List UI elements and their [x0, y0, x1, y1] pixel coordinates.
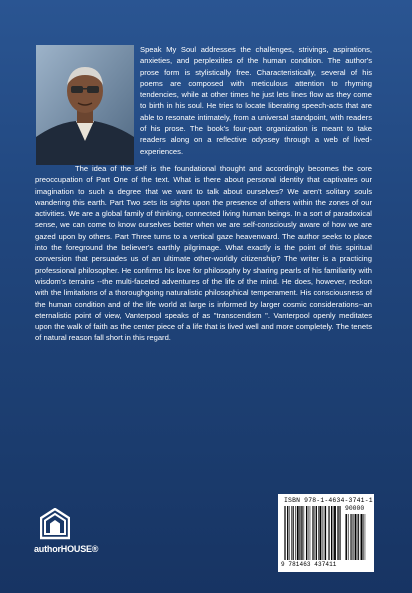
author-portrait-image [36, 45, 134, 165]
barcode-bar [353, 514, 354, 560]
intro-paragraph: Speak My Soul addresses the challenges, strivings, aspirations, anxieties, and perplexities of the human condition. The author's prose form is stylistically free. Characteristically, several of his poems are composed with meticulous attention to rhyming tendencies, while at other times he just lets lines flow as they come to birth in his soul. He tries to locate liberating speech-acts that are able to resonate intimately, from a universal standpoint, with readers of his prose. The book's four-part organization is meant to take readers along on a reflective odyssey through a web of lived-experiences. [140, 45, 372, 156]
authorhouse-logo-icon [40, 508, 70, 540]
barcode-bar [340, 506, 341, 560]
barcode-bar [306, 506, 307, 560]
description-paragraph: The idea of the self is the foundational thought and accordingly becomes the core preoccupation of Part One of the text. What is there about personal identity that captivates our imagination to such a degree that we want to talk about ourselves? We aren't solitary souls wandering this earth. Part Two sets its sights upon the presence of others within the zones of our activities. We are a global family of thinking, connected living human beings. In a sort of paradoxical sense, we can come to know ourselves better when we are self-consciously aware of how we are gazed upon by others. Part Three turns to a vertical gaze heavenward. The author seeks to place into the foreground the believer's earthly pilgrimage. What exactly is the point of this spiritual conversion that persuades us of an ultimate other-worldly citizenship? The writer is a practicing professional philosopher. He confirms his love for philosophy by sharing pearls of his familiarity with wisdom's terrains --the multi-faceted adventures of the life of the mind. He does, however, reckon with the limitations of a thoroughgoing naturalistic philosophical temperament. His consciousness of the human condition and of the life world at large is informed by larger cosmic considerations--an eternalistic point of view, Vanterpool speaks of as "transcendism ". Vanterpool openly meditates upon the walk of faith as the center piece of a life that is lived well and more completely. The tenets of natural reason fall short in this regard. [35, 164, 372, 343]
barcode-bar [299, 506, 300, 560]
publisher-logo [34, 508, 112, 556]
barcode-bar [284, 506, 285, 560]
barcode-bar [316, 506, 317, 560]
isbn-label: ISBN 978-1-4634-3741-1 [284, 497, 373, 504]
barcode-bar [308, 506, 309, 560]
barcode-bar [345, 514, 346, 560]
barcode-bar [312, 506, 313, 560]
barcode-bar [331, 506, 332, 560]
barcode-bar [329, 506, 330, 560]
barcode-bar [346, 514, 347, 560]
barcode-bar [325, 506, 326, 560]
barcode-bar [295, 506, 296, 560]
barcode-bar [302, 506, 303, 560]
barcode-addon-number: 90000 [345, 505, 365, 512]
author-photo [36, 45, 134, 165]
barcode-bar [318, 506, 319, 560]
barcode-bar [360, 514, 361, 560]
barcode-bar [293, 506, 294, 560]
barcode-bar [291, 506, 292, 560]
barcode-bar [313, 506, 314, 560]
barcode-bar [324, 506, 325, 560]
barcode-bar [328, 506, 329, 560]
barcode-addon-bars [345, 514, 370, 560]
barcode-bar [333, 506, 334, 560]
barcode-bar [358, 514, 359, 560]
barcode-bar [357, 514, 358, 560]
isbn-barcode [278, 494, 374, 572]
barcode-bar [348, 514, 349, 560]
barcode-bar [287, 506, 288, 560]
barcode-bar [304, 506, 305, 560]
barcode-number: 9 781463 437411 [281, 561, 337, 568]
barcode-bar [365, 514, 366, 560]
publisher-name: authorHOUSE® [34, 544, 99, 554]
barcode-bar [338, 506, 339, 560]
barcode-bar [351, 514, 352, 560]
barcode-bar [322, 506, 323, 560]
barcode-bar [355, 514, 357, 560]
barcode-bar [361, 514, 363, 560]
barcode-bar [315, 506, 316, 560]
barcode-bar [297, 506, 299, 560]
barcode-bar [334, 506, 336, 560]
barcode-bars [284, 506, 342, 560]
barcode-bar [337, 506, 338, 560]
barcode-bar [310, 506, 311, 560]
barcode-bar [285, 506, 286, 560]
barcode-bar [350, 514, 351, 560]
barcode-bar [300, 506, 301, 560]
barcode-bar [289, 506, 290, 560]
barcode-bar [363, 514, 364, 560]
barcode-bar [319, 506, 321, 560]
